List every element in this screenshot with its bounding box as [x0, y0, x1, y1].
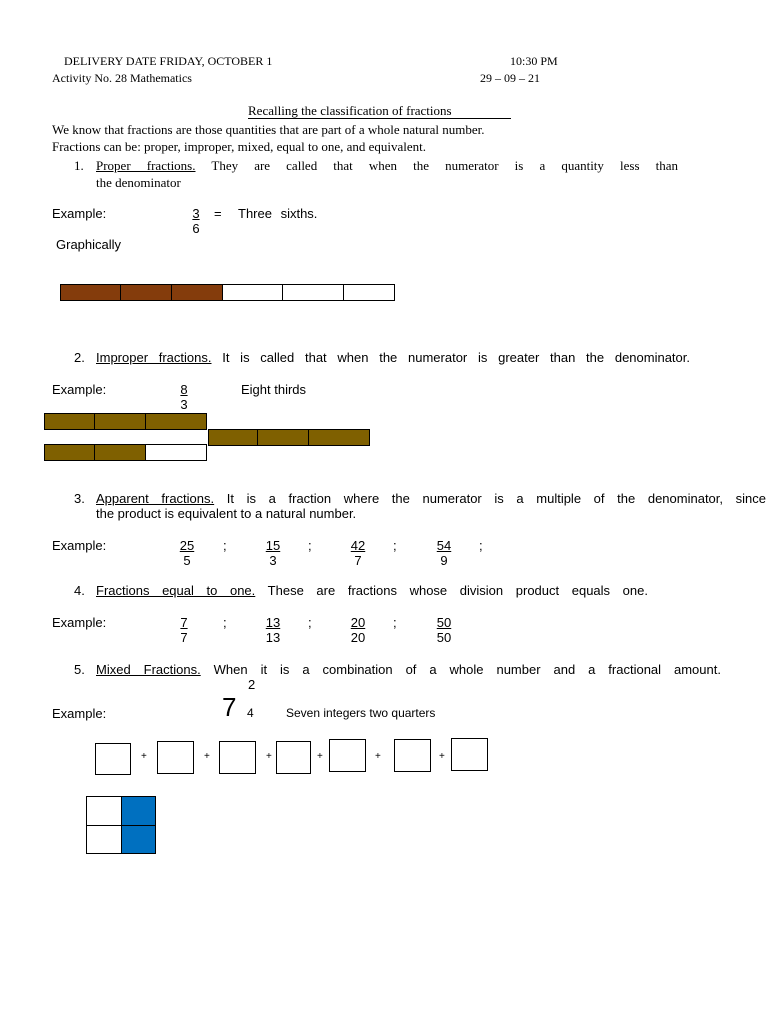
- quarter-cell-empty: [86, 825, 122, 854]
- improper-words: Eight thirds: [241, 382, 307, 397]
- bar-cell-filled: [208, 429, 258, 446]
- fraction-denominator: 9: [440, 553, 448, 568]
- apparent-text-2: the product is equivalent to a natural number.: [96, 506, 357, 521]
- equal-one-fraction: [262, 615, 284, 645]
- whole-box: [329, 739, 366, 772]
- plus-sign: +: [266, 751, 272, 762]
- fraction-denominator: 6: [192, 221, 200, 236]
- equal-one-fraction: [347, 615, 369, 645]
- plus-sign: +: [141, 751, 147, 762]
- bar-cell-empty: [222, 284, 283, 301]
- apparent-fraction: [262, 538, 284, 568]
- fraction-numerator: 7: [180, 615, 188, 630]
- mixed-denominator: 4: [247, 706, 254, 720]
- apparent-fraction: [432, 538, 456, 568]
- equal-one-fraction: [433, 615, 455, 645]
- mixed-name: Mixed Fractions.: [96, 662, 201, 677]
- whole-box: [394, 739, 431, 772]
- fraction-numerator: 25: [179, 538, 195, 553]
- apparent-fraction: [176, 538, 198, 568]
- whole-box: [219, 741, 256, 774]
- fraction-numerator: 13: [265, 615, 281, 630]
- fraction-numerator: 3: [192, 206, 200, 221]
- bar-cell-filled: [60, 284, 121, 301]
- section-number-5: 5.: [74, 662, 85, 677]
- separator: ;: [308, 538, 312, 553]
- proper-name: Proper fractions.: [96, 158, 196, 173]
- whole-box: [276, 741, 311, 774]
- page-title: [248, 103, 511, 119]
- section-number-1: 1.: [74, 158, 84, 173]
- intro-line-2: Fractions can be: proper, improper, mixed, equal to one, and equivalent.: [52, 139, 427, 154]
- whole-box: [157, 741, 194, 774]
- apparent-example-label: Example:: [52, 538, 107, 553]
- separator: ;: [479, 538, 483, 553]
- plus-sign: +: [204, 751, 210, 762]
- delivery-time: 10:30 PM: [510, 54, 558, 68]
- activity-label: Activity No. 28 Mathematics: [52, 71, 192, 85]
- improper-definition: [96, 350, 690, 365]
- mixed-words: Seven integers two quarters: [286, 706, 436, 720]
- apparent-definition-line: [96, 491, 766, 506]
- apparent-name: Apparent fractions.: [96, 491, 215, 506]
- fraction-denominator: 3: [180, 397, 188, 412]
- delivery-date: DELIVERY DATE FRIDAY, OCTOBER 1: [64, 54, 273, 68]
- separator: ;: [393, 615, 397, 630]
- proper-definition-line: [96, 158, 678, 174]
- apparent-text-1: It is a fraction where the numerator is a multiple of the denominator, since: [226, 491, 766, 506]
- bar-cell-filled: [44, 444, 95, 461]
- mixed-whole: 7: [222, 692, 237, 722]
- quarter-cell-empty: [86, 796, 122, 826]
- fraction-denominator: 3: [269, 553, 277, 568]
- mixed-definition: [96, 662, 721, 677]
- fraction-denominator: 50: [436, 630, 452, 645]
- separator: ;: [223, 538, 227, 553]
- mixed-definition-line: [96, 662, 721, 677]
- apparent-definition: [96, 491, 766, 506]
- separator: ;: [223, 615, 227, 630]
- fraction-denominator: 5: [183, 553, 191, 568]
- fraction-denominator: 13: [265, 630, 281, 645]
- fraction-denominator: 7: [180, 630, 188, 645]
- bar-cell-filled: [44, 413, 95, 430]
- fraction-denominator: 7: [354, 553, 362, 568]
- section-number-3: 3.: [74, 491, 85, 506]
- bar-cell-filled: [120, 284, 172, 301]
- fraction-numerator: 15: [265, 538, 281, 553]
- page-title-text: Recalling the classification of fractions: [248, 103, 452, 118]
- section-number-2: 2.: [74, 350, 85, 365]
- quarter-cell-filled: [121, 825, 156, 854]
- fraction-numerator: 42: [350, 538, 366, 553]
- whole-box: [451, 738, 488, 771]
- bar-cell-filled: [94, 444, 146, 461]
- proper-text-1: They are called that when the numerator is a quantity less than: [211, 158, 679, 173]
- bar-cell-filled: [145, 413, 207, 430]
- proper-example-label: Example:: [52, 206, 107, 221]
- fraction-denominator: 20: [350, 630, 366, 645]
- proper-equals: =: [214, 206, 222, 221]
- mixed-example-label: Example:: [52, 706, 107, 721]
- proper-words: Three sixths.: [238, 206, 318, 221]
- plus-sign: +: [317, 751, 323, 762]
- proper-fraction: [186, 206, 206, 236]
- bar-cell-empty: [145, 444, 207, 461]
- improper-text: It is called that when the numerator is greater than the denominator.: [222, 350, 690, 365]
- proper-definition: [96, 158, 678, 174]
- bar-cell-filled: [171, 284, 223, 301]
- mixed-numerator: 2: [248, 677, 256, 692]
- bar-cell-filled: [308, 429, 370, 446]
- bar-cell-empty: [282, 284, 344, 301]
- equal-one-fraction: [174, 615, 194, 645]
- plus-sign: +: [439, 751, 445, 762]
- equal-one-example-label: Example:: [52, 615, 107, 630]
- bar-cell-filled: [94, 413, 146, 430]
- plus-sign: +: [375, 751, 381, 762]
- equal-one-definition: [96, 583, 648, 598]
- fraction-numerator: 20: [350, 615, 366, 630]
- section-number-4: 4.: [74, 583, 85, 598]
- equal-one-name: Fractions equal to one.: [96, 583, 256, 598]
- equal-one-text: These are fractions whose division product equals one.: [267, 583, 648, 598]
- equal-one-definition-line: [96, 583, 648, 598]
- mixed-text: When it is a combination of a whole number and a fractional amount.: [213, 662, 721, 677]
- fraction-numerator: 8: [180, 382, 188, 397]
- separator: ;: [308, 615, 312, 630]
- bar-cell-empty: [343, 284, 395, 301]
- improper-name: Improper fractions.: [96, 350, 212, 365]
- fraction-numerator: 54: [436, 538, 452, 553]
- improper-fraction: [174, 382, 194, 412]
- separator: ;: [393, 538, 397, 553]
- whole-box: [95, 743, 131, 775]
- activity-date: 29 – 09 – 21: [480, 71, 540, 85]
- intro-line-1: We know that fractions are those quantities that are part of a whole natural number.: [52, 122, 485, 137]
- improper-definition-line: [96, 350, 690, 365]
- apparent-fraction: [347, 538, 369, 568]
- proper-text-2: the denominator: [96, 175, 181, 190]
- bar-cell-filled: [257, 429, 309, 446]
- graph-label: Graphically: [56, 237, 122, 252]
- quarter-cell-filled: [121, 796, 156, 826]
- fraction-numerator: 50: [436, 615, 452, 630]
- improper-example-label: Example:: [52, 382, 107, 397]
